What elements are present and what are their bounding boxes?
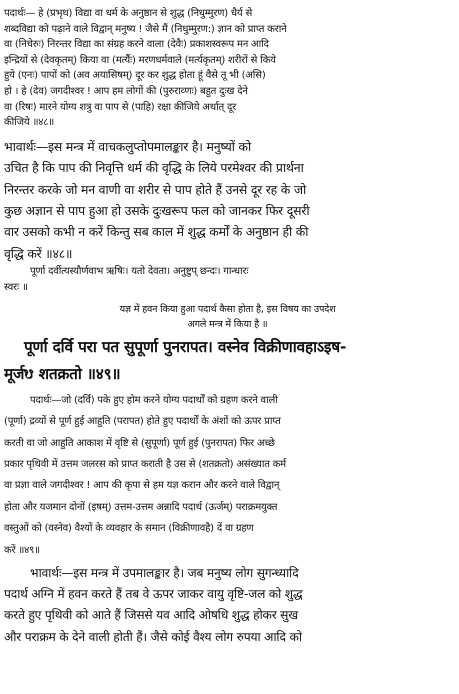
caption-line: यज्ञ में हवन किया हुआ पदार्थ कैसा होता है, इस विषय का उपदेश xyxy=(119,303,336,315)
text-line: होता और यजमान दोनों (इषम्) उत्तम-उत्तम अन्नादि पदार्थ (ऊर्जम्) पराक्रमयुक्त xyxy=(4,501,278,513)
topic-caption xyxy=(4,302,451,332)
text-line: करती वा जो आहुति आकाश में वृष्टि से (सुपूर्णा) पूर्ण हुई (पुनरापत) फिर अच्छे xyxy=(4,437,275,449)
text-line: पदार्थ अग्नि में हवन करते हैं तब वे ऊपर जाकर वायु वृष्टि-जल को शुद्ध xyxy=(4,587,303,602)
caption-line: अगले मन्त्र में किया है ॥ xyxy=(187,318,268,330)
text-line: हुये (एनः) पापों को (अव अयासिषम्) दूर कर शुद्ध होता हूं वैसे तू भी (असि) xyxy=(4,70,266,82)
padartha-paragraph-49 xyxy=(4,390,451,561)
mantra-line: मूर्जᳪ शतक्रतो ॥४९॥ xyxy=(4,364,121,383)
text-line: स्वरः ॥ xyxy=(4,281,28,293)
text-line: पदार्थः—जो (दर्वि) पके हुए होम करने योग्य पदार्थों को ग्रहण करने वाली xyxy=(30,394,278,406)
text-line: पदार्थः— हे (प्रभृथ) विद्या वा धर्म के अनुष्ठान से शुद्ध (निधुम्मुरण) धैर्य से xyxy=(4,8,253,19)
text-line: शब्दविद्या को पढ़ाने वाले विद्वान् मनुष्य ! जैसे मैं (निधुम्मुरण:) ज्ञान को प्राप्त कराने xyxy=(4,23,287,35)
text-line: (पूर्णा) द्रव्यों से पूर्ण हुई आहुति (परापत) होते हुए पदार्थों के अंशों को ऊपर प्राप्त xyxy=(4,416,281,428)
text-line: प्रकार पृथिवी में उत्तम जलरस को प्राप्त कराती है उस से (शतक्रतो) असंख्यात कर्म xyxy=(4,459,286,470)
text-line: भावार्थः—इस मन्त्र में वाचकलुप्तोपमालङ्कार है। मनुष्यों को xyxy=(4,138,252,154)
text-line: वा (रिषः) मारने योग्य शत्रु वा पाप से (पाहि) रक्षा कीजिये अर्थात् दूर xyxy=(4,101,236,113)
mantra-verse-49 xyxy=(4,334,451,388)
text-line: कीजिये ॥४८॥ xyxy=(4,117,55,129)
text-line: वार उसको कभी न करें किन्तु सब काल में शुद्ध कर्मों के अनुष्ठान ही की xyxy=(4,224,309,240)
bhavartha-paragraph-48 xyxy=(4,136,451,264)
text-line: उचित है कि पाप की निवृत्ति धर्म की वृद्धि के लिये परमेश्वर की प्रार्थना xyxy=(4,160,304,176)
text-line: निरन्तर करके जो मन वाणी वा शरीर से पाप होते हैं उनसे दूर रह के जो xyxy=(4,181,307,197)
text-line: और पराक्रम के देने वाली होती हैं। जैसे कोई वैश्य लोग रुपया आदि को xyxy=(4,629,302,644)
text-line: करते हुए पृथिवी को आते हैं जिससे यव आदि ओषधि शुद्ध होकर सुख xyxy=(4,608,298,623)
text-line: पूर्णा दर्वीत्यस्यौर्णवाभ ऋषिः। यतो देवता। अनुष्टुप् छन्दः। गान्धारः xyxy=(30,266,249,278)
text-line: इन्द्रियों से (देवकृतम्) किया वा (मर्त्यैः) मरणधर्मवाले (मर्त्यकृतम्) शरीरों से किये xyxy=(4,54,276,66)
rishi-devata-line xyxy=(4,264,451,296)
text-line: वस्तुओं को (वस्नेव) वैश्यों के व्यवहार के समान (विक्रीणावहै) दें वा ग्रहण xyxy=(4,523,254,535)
text-line: वा प्रज्ञा वाले जगदीश्वर ! आप की कृपा से हम यज्ञ करान और करने वाले विद्वान् xyxy=(4,480,280,492)
bhavartha-paragraph-49 xyxy=(4,563,451,648)
text-line: कुछ अज्ञान से पाप हुआ हो उसके दुःखरूप फल को जानकर फिर दूसरी xyxy=(4,202,310,218)
text-line: हो । हे (देव) जगदीश्वर ! आप हम लोगों की (पुरुराव्णः) बहुत दुःख देने xyxy=(4,85,248,97)
text-line: करें ॥४९॥ xyxy=(4,544,40,556)
mantra-line: पूर्णा दर्वि परा पत सुपूर्णा पुनरापत। वस्नेव विक्रीणावहाऽइष- xyxy=(24,337,347,356)
text-line: वा (निचेरुः) निरन्तर विद्या का संग्रह करने वाला (देवैः) प्रकाशस्वरूप मन आदि xyxy=(4,39,269,51)
text-line: भावार्थः—इस मन्त्र में उपमालङ्कार है। जब मनुष्य लोग सुगन्ध्यादि xyxy=(30,566,299,581)
text-line: वृद्धि करें ॥४८॥ xyxy=(4,245,73,261)
padartha-paragraph-48 xyxy=(4,6,451,131)
